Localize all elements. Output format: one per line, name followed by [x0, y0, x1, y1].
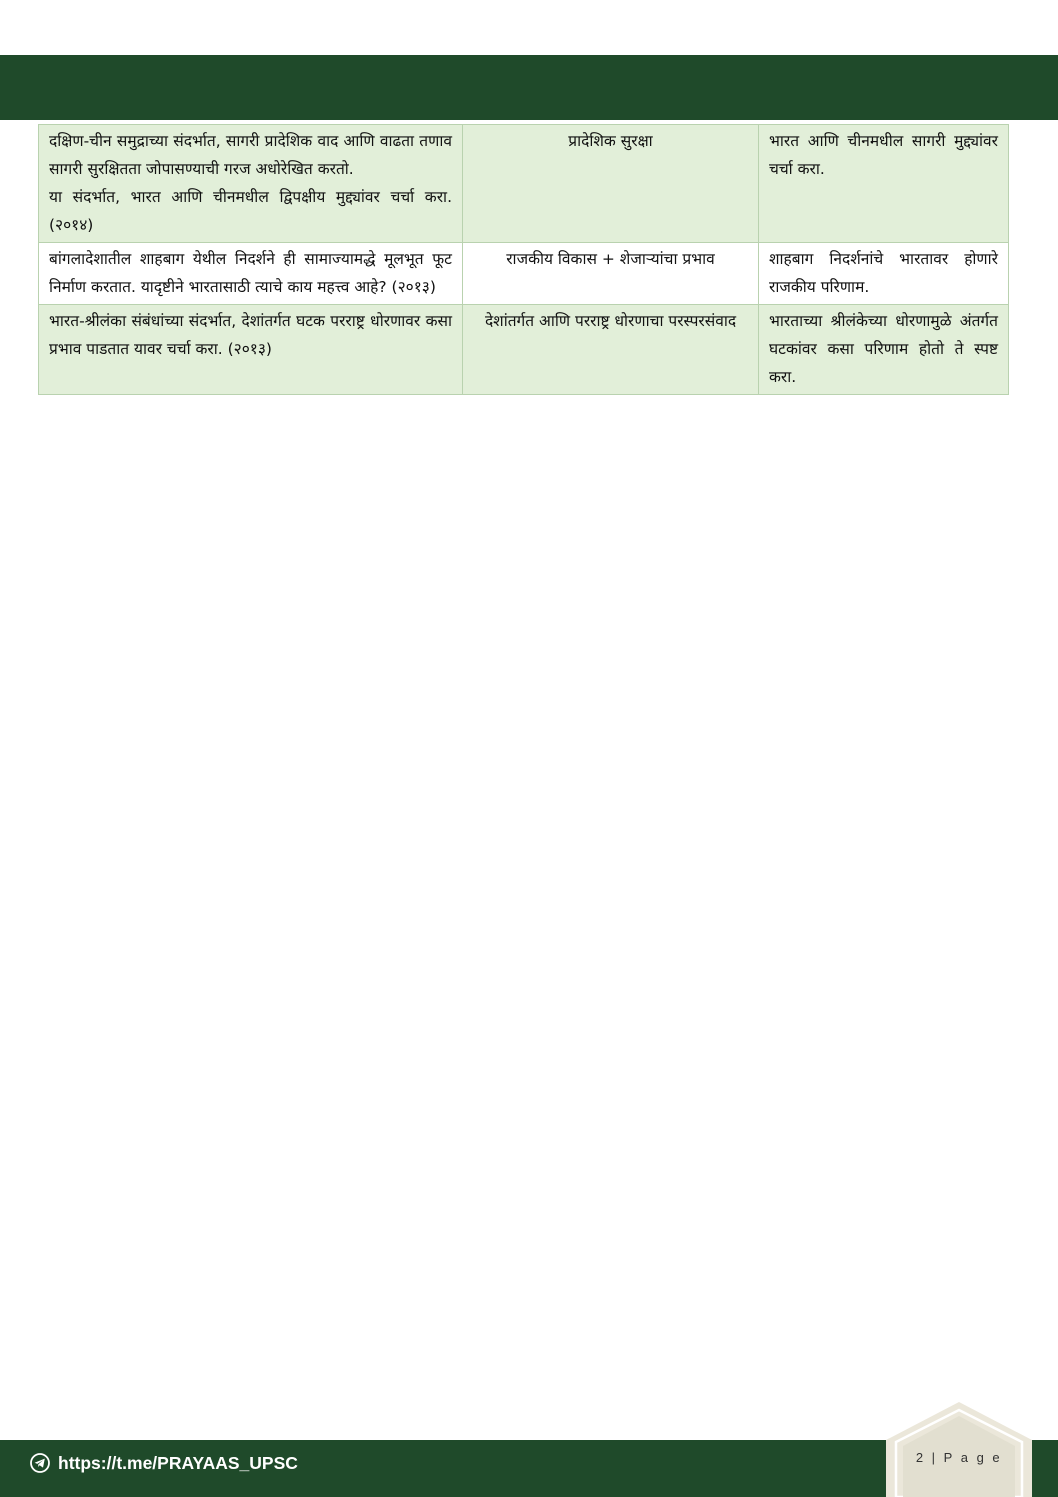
questions-table	[38, 124, 1009, 395]
page-number: 2 | P a g e	[915, 1450, 1003, 1465]
table-row	[39, 125, 1009, 243]
question-cell	[39, 305, 463, 395]
topic-cell: प्रादेशिक सुरक्षा	[463, 125, 759, 243]
telegram-link[interactable]	[30, 1452, 298, 1474]
topic-cell: राजकीय विकास + शेजाऱ्यांचा प्रभाव	[463, 243, 759, 305]
question-text: बांगलादेशातील शाहबाग येथील निदर्शने ही सामाज्यामद्धे मूलभूत फूट निर्माण करतात. यादृष्टीने भारतासाठी त्याचे काय महत्त्व आहे? (२०१३)	[49, 250, 452, 296]
question-text: भारत-श्रीलंका संबंधांच्या संदर्भात, देशांतर्गत घटक परराष्ट्र धोरणावर कसा प्रभाव पाडतात यावर चर्चा करा. (२०१३)	[49, 312, 452, 358]
approach-cell: शाहबाग निदर्शनांचे भारतावर होणारे राजकीय परिणाम.	[759, 243, 1009, 305]
table-row	[39, 243, 1009, 305]
approach-cell: भारत आणि चीनमधील सागरी मुद्द्यांवर चर्चा करा.	[759, 125, 1009, 243]
question-cell	[39, 125, 463, 243]
questions-table-container	[38, 124, 1006, 395]
approach-cell: भारताच्या श्रीलंकेच्या धोरणामुळे अंतर्गत घटकांवर कसा परिणाम होतो ते स्पष्ट करा.	[759, 305, 1009, 395]
table-row	[39, 305, 1009, 395]
telegram-link-text[interactable]: https://t.me/PRAYAAS_UPSC	[58, 1452, 298, 1473]
header-band	[0, 55, 1058, 120]
telegram-icon	[30, 1453, 50, 1473]
question-cell	[39, 243, 463, 305]
question-text: दक्षिण-चीन समुद्राच्या संदर्भात, सागरी प्रादेशिक वाद आणि वाढता तणाव सागरी सुरक्षितता जोपासण्याची गरज अधोरेखित करतो.	[49, 132, 452, 178]
topic-cell: देशांतर्गत आणि परराष्ट्र धोरणाचा परस्परसंवाद	[463, 305, 759, 395]
question-text: या संदर्भात, भारत आणि चीनमधील द्विपक्षीय मुद्द्यांवर चर्चा करा. (२०१४)	[49, 188, 452, 234]
